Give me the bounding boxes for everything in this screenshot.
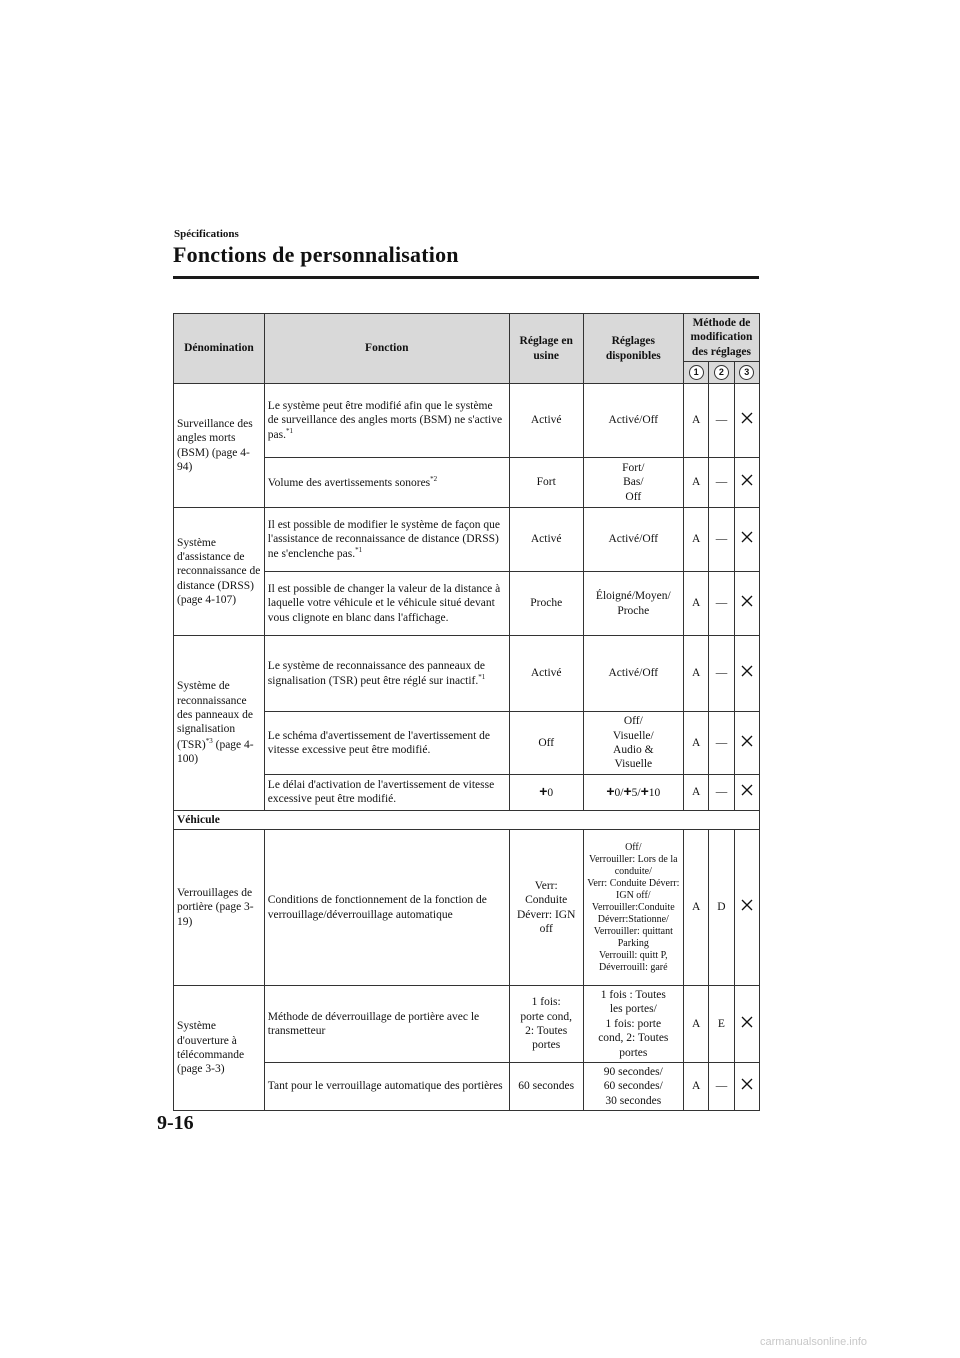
row-method-1: A — [683, 384, 708, 458]
row-function: Méthode de déverrouillage de portière avec le transmetteur — [264, 986, 509, 1063]
header-method: Méthode de modification des réglages — [683, 314, 759, 362]
row-method-3 — [734, 774, 759, 810]
header-name: Dénomination — [174, 314, 265, 384]
row-method-2: D — [709, 830, 734, 986]
cross-icon — [741, 531, 753, 543]
page-number: 9-16 — [157, 1112, 194, 1134]
cross-icon — [741, 1078, 753, 1090]
header-available: Réglages disponibles — [583, 314, 683, 384]
title-rule — [173, 276, 759, 279]
row-method-2: E — [709, 986, 734, 1063]
row-available: Éloigné/Moyen/ Proche — [583, 572, 683, 636]
plus-icon: + — [640, 783, 649, 800]
row-available: Off/ Visuelle/ Audio & Visuelle — [583, 712, 683, 775]
row-function: Le délai d'activation de l'avertissement de vitesse excessive peut être modifié. — [264, 774, 509, 810]
row-method-3 — [734, 458, 759, 508]
row-name-keyless: Système d'ouverture à télécommande (page 3-3) — [174, 986, 265, 1111]
row-method-3 — [734, 572, 759, 636]
table-section-row — [174, 810, 760, 829]
method-2-header — [709, 362, 734, 384]
row-method-1: A — [683, 986, 708, 1063]
row-method-3 — [734, 508, 759, 572]
customization-table — [173, 313, 760, 1111]
row-available: Activé/Off — [583, 636, 683, 712]
row-method-3 — [734, 384, 759, 458]
row-method-3 — [734, 712, 759, 775]
cross-icon — [741, 412, 753, 424]
row-factory: +0 — [509, 774, 583, 810]
cross-icon — [741, 735, 753, 747]
row-factory: Activé — [509, 636, 583, 712]
table-row — [174, 830, 760, 986]
row-method-3 — [734, 830, 759, 986]
table-row — [174, 384, 760, 458]
row-available: 90 secondes/ 60 secondes/ 30 secondes — [583, 1062, 683, 1110]
watermark: carmanualsonline.info — [760, 1336, 868, 1348]
row-method-1: A — [683, 508, 708, 572]
row-method-3 — [734, 986, 759, 1063]
cross-icon — [741, 474, 753, 486]
cross-icon — [741, 899, 753, 911]
row-function: Le système de reconnaissance des panneaux de signalisation (TSR) peut être réglé sur inactif.$^{*1}$ — [264, 636, 509, 712]
row-factory: 60 secondes — [509, 1062, 583, 1110]
row-name-drss: Système d'assistance de reconnaissance de distance (DRSS) (page 4-107) — [174, 508, 265, 636]
table-row — [174, 986, 760, 1063]
number-3-icon: 3 — [739, 365, 754, 380]
plus-icon: + — [539, 783, 548, 800]
row-function: Il est possible de modifier le système de façon que l'assistance de reconnaissance de distance (DRSS) ne s'enclenche pas.$^{*1}$ — [264, 508, 509, 572]
cross-icon — [741, 595, 753, 607]
cross-icon — [741, 1016, 753, 1028]
row-factory: 1 fois: porte cond, 2: Toutes portes — [509, 986, 583, 1063]
row-function: Volume des avertissements sonores$^{*2}$ — [264, 458, 509, 508]
method-3-header — [734, 362, 759, 384]
row-method-3 — [734, 1062, 759, 1110]
row-name-tsr: Système de reconnaissance des panneaux de signalisation (TSR)$^{*3}$ (page 4-100) — [174, 636, 265, 811]
number-2-icon: 2 — [714, 365, 729, 380]
row-function: Conditions de fonctionnement de la fonction de verrouillage/déverrouillage automatique — [264, 830, 509, 986]
row-factory: Activé — [509, 384, 583, 458]
row-name-door-locks: Verrouillages de portière (page 3-19) — [174, 830, 265, 986]
row-function: Le schéma d'avertissement de l'avertissement de vitesse excessive peut être modifié. — [264, 712, 509, 775]
row-method-1: A — [683, 636, 708, 712]
plus-icon: + — [606, 783, 615, 800]
row-method-2: — — [709, 572, 734, 636]
section-label: Spécifications — [174, 228, 239, 240]
header-factory: Réglage en usine — [509, 314, 583, 384]
header-function: Fonction — [264, 314, 509, 384]
row-factory: Fort — [509, 458, 583, 508]
row-method-2: — — [709, 774, 734, 810]
plus-icon: + — [623, 783, 632, 800]
row-method-2: — — [709, 712, 734, 775]
method-1-header — [683, 362, 708, 384]
row-method-1: A — [683, 1062, 708, 1110]
row-function: Tant pour le verrouillage automatique des portières — [264, 1062, 509, 1110]
row-method-2: — — [709, 1062, 734, 1110]
page-title: Fonctions de personnalisation — [173, 242, 459, 267]
row-method-3 — [734, 636, 759, 712]
row-function: Le système peut être modifié afin que le système de surveillance des angles morts (BSM) ne s'active pas.$^{*1}$ — [264, 384, 509, 458]
row-available: +0/+5/+10 — [583, 774, 683, 810]
section-vehicle: Véhicule — [174, 810, 760, 829]
row-method-1: A — [683, 712, 708, 775]
row-method-1: A — [683, 458, 708, 508]
row-method-1: A — [683, 774, 708, 810]
row-available: Activé/Off — [583, 508, 683, 572]
row-available: Off/ Verrouiller: Lors de la conduite/ Verr: Conduite Déverr: IGN off/ Verrouiller:Conduite Déverr:Stationne/ Verrouiller: quittant Parking Verrouill: quitt P, Déverrouill: garé — [583, 830, 683, 986]
row-name-bsm: Surveillance des angles morts (BSM) (page 4-94) — [174, 384, 265, 508]
cross-icon — [741, 665, 753, 677]
row-method-2: — — [709, 508, 734, 572]
row-factory: Off — [509, 712, 583, 775]
row-method-2: — — [709, 458, 734, 508]
row-factory: Activé — [509, 508, 583, 572]
row-method-1: A — [683, 830, 708, 986]
row-available: 1 fois : Toutes les portes/ 1 fois: porte cond, 2: Toutes portes — [583, 986, 683, 1063]
cross-icon — [741, 784, 753, 796]
number-1-icon: 1 — [689, 365, 704, 380]
table-row — [174, 508, 760, 572]
table-row — [174, 636, 760, 712]
row-method-1: A — [683, 572, 708, 636]
row-factory: Verr: Conduite Déverr: IGN off — [509, 830, 583, 986]
row-function: Il est possible de changer la valeur de la distance à laquelle votre véhicule et le véhicule situé devant vous clignote en blanc dans l'affichage. — [264, 572, 509, 636]
row-method-2: — — [709, 384, 734, 458]
row-available: Fort/ Bas/ Off — [583, 458, 683, 508]
row-factory: Proche — [509, 572, 583, 636]
row-available: Activé/Off — [583, 384, 683, 458]
row-method-2: — — [709, 636, 734, 712]
